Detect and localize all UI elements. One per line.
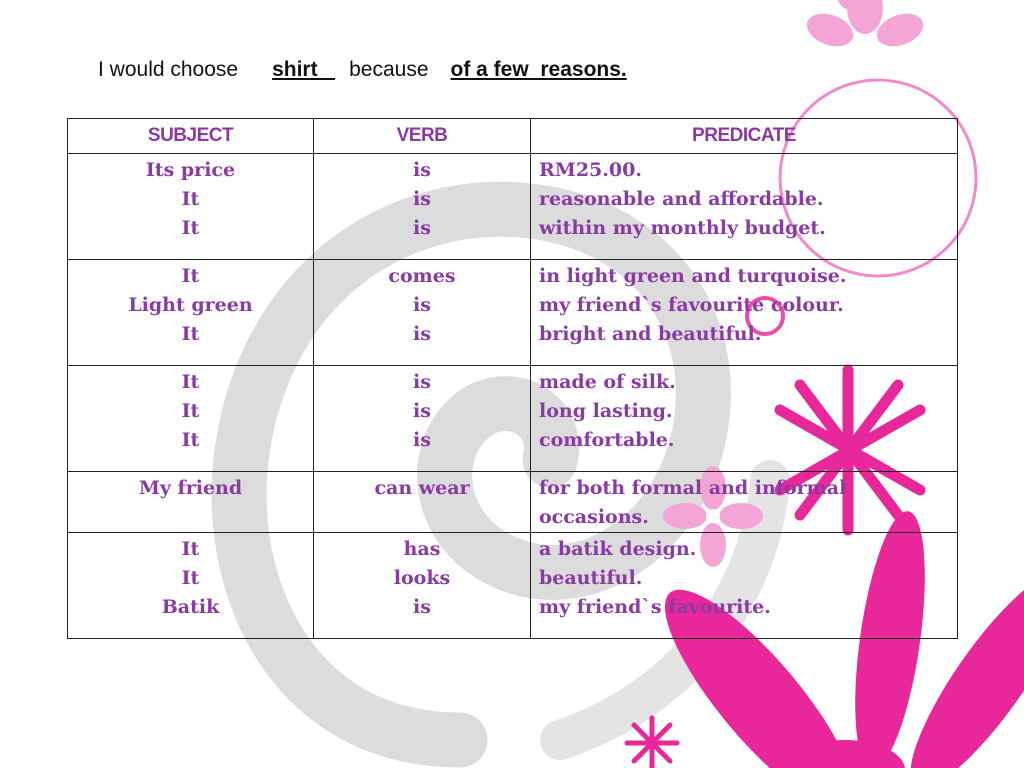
predicate-line: RM25.00. bbox=[539, 159, 642, 181]
predicate-line: in light green and turquoise. bbox=[539, 265, 847, 287]
predicate-line: long lasting. bbox=[539, 400, 673, 422]
predicate-line: occasions. bbox=[539, 506, 649, 528]
subject-cell bbox=[68, 260, 314, 366]
subject-line: It bbox=[181, 188, 200, 210]
subject-line: It bbox=[181, 567, 200, 589]
sentence-structure-table bbox=[67, 118, 958, 639]
subject-line: It bbox=[181, 400, 200, 422]
verb-cell bbox=[314, 260, 531, 366]
verb-line: is bbox=[413, 596, 431, 618]
verb-line: is bbox=[413, 429, 431, 451]
subject-cell bbox=[68, 154, 314, 260]
subject-line: It bbox=[181, 371, 200, 393]
subject-cell bbox=[68, 533, 314, 639]
table-row bbox=[68, 533, 958, 639]
subject-line: It bbox=[181, 323, 200, 345]
verb-line: is bbox=[413, 159, 431, 181]
predicate-line: for both formal and informal bbox=[539, 477, 847, 499]
predicate-cell bbox=[531, 260, 958, 366]
subject-line: It bbox=[181, 265, 200, 287]
pink-small-star bbox=[627, 718, 677, 768]
predicate-cell bbox=[531, 533, 958, 639]
verb-line: is bbox=[413, 323, 431, 345]
predicate-line: beautiful. bbox=[539, 567, 643, 589]
reason-answer: of a few reasons. bbox=[450, 58, 627, 81]
predicate-line: within my monthly budget. bbox=[539, 217, 826, 239]
table-row bbox=[68, 260, 958, 366]
predicate-cell bbox=[531, 366, 958, 472]
subject-line: Light green bbox=[128, 294, 253, 316]
subject-line: It bbox=[181, 217, 200, 239]
choice-answer: shirt bbox=[272, 58, 336, 81]
subject-line: My friend bbox=[138, 477, 243, 499]
table-row bbox=[68, 366, 958, 472]
verb-cell bbox=[314, 533, 531, 639]
subject-line: Its price bbox=[145, 159, 236, 181]
table-row bbox=[68, 154, 958, 260]
predicate-line: made of silk. bbox=[539, 371, 676, 393]
verb-cell bbox=[314, 366, 531, 472]
predicate-line: my friend`s favourite colour. bbox=[539, 294, 844, 316]
subject-cell bbox=[68, 472, 314, 533]
verb-line: looks bbox=[393, 567, 451, 589]
verb-line: is bbox=[413, 294, 431, 316]
verb-line: can wear bbox=[374, 477, 470, 499]
intro-sentence bbox=[98, 58, 627, 82]
sentence-prefix: I would choose bbox=[98, 58, 239, 81]
predicate-line: reasonable and affordable. bbox=[539, 188, 824, 210]
predicate-line: my friend`s favourite. bbox=[539, 596, 771, 618]
pink-flower-top bbox=[802, 0, 927, 52]
verb-cell bbox=[314, 472, 531, 533]
predicate-line: bright and beautiful. bbox=[539, 323, 762, 345]
subject-line: It bbox=[181, 429, 200, 451]
table-header-row bbox=[68, 119, 958, 154]
subject-header: SUBJECT bbox=[68, 119, 314, 154]
predicate-line: comfortable. bbox=[539, 429, 675, 451]
sentence-middle: because bbox=[349, 58, 429, 81]
table-row bbox=[68, 472, 958, 533]
verb-header: VERB bbox=[314, 119, 531, 154]
verb-line: is bbox=[413, 217, 431, 239]
verb-line: is bbox=[413, 400, 431, 422]
verb-line: comes bbox=[388, 265, 456, 287]
subject-line: It bbox=[181, 538, 200, 560]
predicate-line: a batik design. bbox=[539, 538, 697, 560]
predicate-header: PREDICATE bbox=[531, 119, 958, 154]
predicate-cell bbox=[531, 472, 958, 533]
predicate-cell bbox=[531, 154, 958, 260]
verb-cell bbox=[314, 154, 531, 260]
verb-line: is bbox=[413, 371, 431, 393]
subject-cell bbox=[68, 366, 314, 472]
verb-line: is bbox=[413, 188, 431, 210]
subject-line: Batik bbox=[161, 596, 220, 618]
verb-line: has bbox=[403, 538, 441, 560]
